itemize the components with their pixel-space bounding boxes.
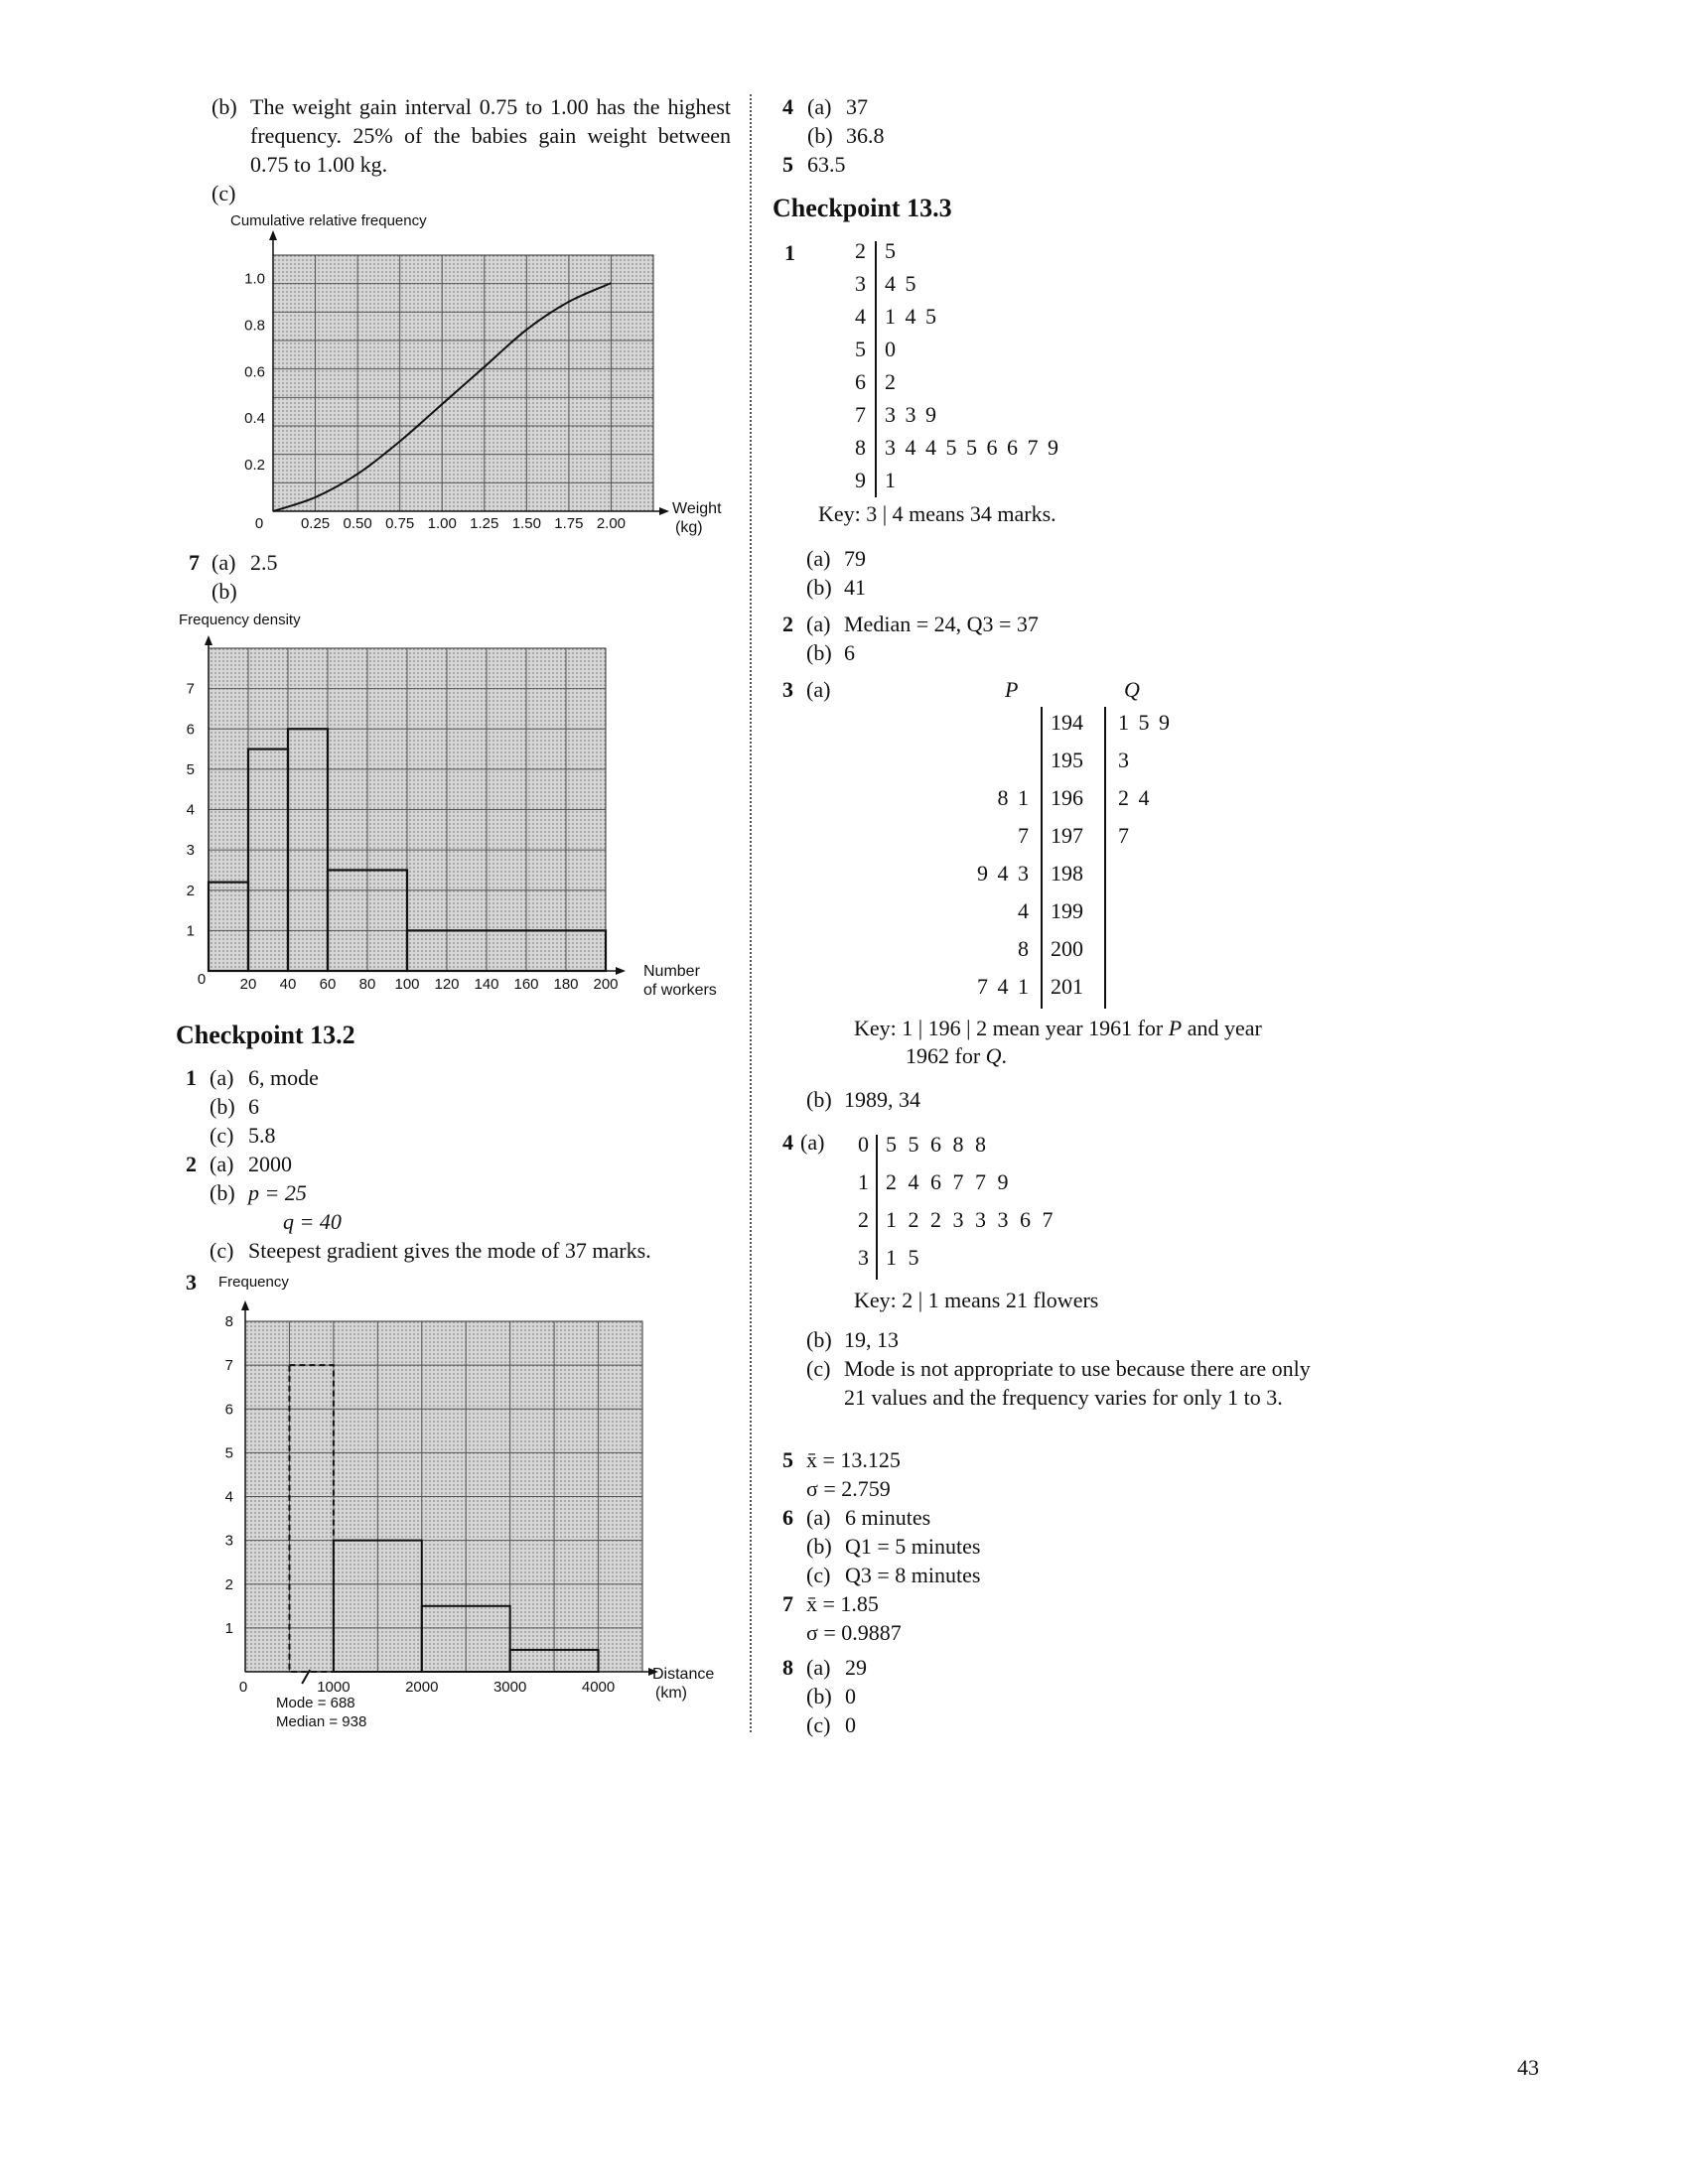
checkpoint-13-2-title: Checkpoint 13.2 [176, 1021, 355, 1049]
q7b-label: (b) [211, 579, 237, 604]
x-axis-arrow-icon [659, 507, 669, 515]
leaf-values: 4 5 [885, 271, 918, 296]
leaf-values: 3 4 4 5 5 6 6 7 9 [885, 435, 1060, 460]
stem-value: 196 [1051, 785, 1083, 810]
y-tick-label: 1 [186, 922, 195, 940]
leaf-values: 1 5 [886, 1245, 922, 1270]
checkpoint-13-3-title: Checkpoint 13.3 [773, 194, 952, 222]
cp3-q3b-label: (b) [806, 1087, 832, 1112]
q3-number: 3 [186, 1270, 197, 1295]
q-leaves: 3 [1118, 748, 1131, 772]
cp3-q3-key-line1: Key: 1 | 196 | 2 mean year 1961 for P and year [854, 1016, 1262, 1040]
p-leaves: 4 [1018, 898, 1031, 923]
cp3-q4c-text: Mode is not appropriate to use because there are only 21 values and the frequency varies for only 1 to 3. [844, 1356, 1311, 1410]
y-tick-label: 1 [224, 1619, 233, 1637]
x-tick-label: 20 [239, 976, 257, 993]
cp3-q1-number: 1 [784, 240, 795, 265]
cp3-q1a-value: 79 [844, 546, 866, 571]
p-leaves: 8 [1018, 936, 1031, 961]
stem-value: 198 [1051, 861, 1083, 886]
p-leaves: 9 4 3 [977, 861, 1031, 886]
cp3-q3b-value: 1989, 34 [844, 1087, 920, 1112]
stem-value: 4 [855, 304, 866, 329]
stem-value: 2 [858, 1207, 869, 1232]
histogram-distance-chart [174, 1269, 745, 1745]
x-tick-label: 100 [394, 976, 420, 993]
leaf-values: 1 [885, 468, 898, 492]
x-tick-label: 1000 [317, 1679, 351, 1696]
cp3-q4b-value: 19, 13 [844, 1327, 899, 1352]
column-divider [750, 94, 752, 1732]
y-tick-label: 0.4 [244, 410, 265, 428]
q-leaves: 7 [1118, 823, 1131, 848]
leaf-values: 1 4 5 [885, 304, 938, 329]
y-tick-label: 5 [224, 1444, 233, 1462]
stem-divider [876, 1135, 878, 1280]
leaf-values: 2 [885, 369, 898, 394]
stem-value: 194 [1051, 710, 1083, 735]
stem-value: 200 [1051, 936, 1083, 961]
chart-y-axis-label: Cumulative relative frequency [230, 212, 427, 229]
x-tick-label: 180 [553, 976, 579, 993]
stem-value: 9 [855, 468, 866, 492]
q7a-label: (a) [211, 550, 236, 575]
cp3-q2-number: 2 [782, 612, 793, 636]
y-tick-label: 4 [186, 801, 195, 819]
cp3-q2a-label: (a) [806, 612, 831, 636]
leaf-values: 0 [885, 337, 898, 361]
x-tick-label: 1.50 [511, 515, 541, 532]
cp3-q1b-value: 41 [844, 575, 866, 600]
plot-area [273, 255, 653, 511]
y-tick-label: 0.2 [244, 457, 265, 475]
chart-x-axis-label-line2: (kg) [675, 519, 703, 536]
chart-y-axis-label: Frequency density [179, 612, 301, 628]
x-tick-label: 120 [434, 976, 460, 993]
cp3-q3a-label: (a) [806, 677, 831, 702]
y-axis-arrow-icon [269, 230, 277, 240]
cp3-q3-number: 3 [782, 677, 793, 702]
x-tick-label: 1.75 [554, 515, 584, 532]
q6b-label: (b) [211, 94, 237, 119]
stem-value: 3 [858, 1245, 869, 1270]
y-tick-label: 8 [224, 1313, 233, 1330]
q-divider [1104, 707, 1106, 1009]
p-divider [1041, 707, 1043, 1009]
chart-x-axis-label-line1: Number [643, 963, 700, 980]
q-leaves: 2 4 [1118, 785, 1152, 810]
y-tick-label: 7 [186, 680, 195, 698]
q7-number: 7 [189, 550, 200, 575]
stem-value: 197 [1051, 823, 1083, 848]
p-leaves: 8 1 [997, 785, 1031, 810]
y-tick-label: 7 [224, 1357, 233, 1375]
leaf-values: 5 5 6 8 8 [886, 1132, 989, 1157]
median-annotation: Median = 938 [276, 1713, 367, 1730]
x-tick-label: 80 [358, 976, 376, 993]
stem-value: 6 [855, 369, 866, 394]
cp3-q1a-label: (a) [806, 546, 831, 571]
q-leaves: 1 5 9 [1118, 710, 1172, 735]
chart-y-axis-label: Frequency [218, 1274, 289, 1291]
stem-value: 3 [855, 271, 866, 296]
y-tick-label: 6 [186, 721, 195, 739]
x-tick-label: 4000 [581, 1679, 616, 1696]
leaf-values: 5 [885, 238, 898, 263]
y-axis-arrow-icon [241, 1300, 249, 1310]
q7a-value: 2.5 [250, 550, 278, 575]
y-tick-label: 2 [224, 1575, 233, 1593]
x-tick-label: 160 [513, 976, 539, 993]
stem-value: 5 [855, 337, 866, 361]
origin-label: 0 [238, 1679, 248, 1696]
cp3-q4b-label: (b) [806, 1327, 832, 1352]
x-tick-label: 40 [279, 976, 297, 993]
x-tick-label: 0.75 [385, 515, 415, 532]
y-tick-label: 6 [224, 1401, 233, 1419]
q6c-label: (c) [211, 181, 236, 205]
stem-divider [875, 241, 877, 497]
y-tick-label: 4 [224, 1488, 233, 1506]
page-number: 43 [1517, 2055, 1539, 2080]
x-tick-label: 60 [319, 976, 337, 993]
histogram-workers-chart [174, 604, 745, 1006]
x-tick-label: 140 [474, 976, 499, 993]
back-to-back-header-p: P [1005, 677, 1019, 702]
origin-label: 0 [254, 515, 264, 532]
origin-label: 0 [197, 971, 207, 988]
leaf-values: 1 2 2 3 3 3 6 7 [886, 1207, 1056, 1232]
stem-value: 8 [855, 435, 866, 460]
x-tick-label: 1.25 [470, 515, 499, 532]
leaf-values: 2 4 6 7 7 9 [886, 1169, 1012, 1194]
x-tick-label: 3000 [492, 1679, 527, 1696]
cumulative-frequency-chart [174, 199, 745, 546]
stem-value: 201 [1051, 974, 1083, 999]
chart-x-axis-label-line1: Weight [672, 500, 722, 517]
x-tick-label: 0.25 [300, 515, 331, 532]
cp3-q4-key: Key: 2 | 1 means 21 flowers [854, 1288, 1099, 1312]
stem-value: 199 [1051, 898, 1083, 923]
cp3-q4c-label: (c) [806, 1356, 831, 1381]
y-tick-label: 5 [186, 760, 195, 778]
y-tick-label: 1.0 [244, 270, 265, 288]
cp3-q4-number: 4 [782, 1130, 793, 1155]
cp3-q2b-value: 6 [844, 640, 855, 665]
q6b-text: The weight gain interval 0.75 to 1.00 has the highest frequency. 25% of the babies gain weight between 0.75 to 1.00 kg. [250, 94, 731, 177]
cp3-q3-key-line2: 1962 for Q. [906, 1043, 1008, 1068]
cp3-q4a-label: (a) [800, 1130, 825, 1155]
y-tick-label: 0.8 [244, 317, 265, 335]
p-leaves: 7 4 1 [977, 974, 1031, 999]
stem-leaf-plot-4 [849, 1132, 1147, 1281]
stem-leaf-plot-1 [824, 238, 1152, 500]
back-to-back-stem-leaf [894, 707, 1211, 1009]
stem-value: 195 [1051, 748, 1083, 772]
x-tick-label: 0.50 [343, 515, 372, 532]
chart-x-axis-label-line1: Distance [652, 1666, 715, 1683]
cp3-q1b-label: (b) [806, 575, 832, 600]
x-axis-arrow-icon [616, 967, 626, 975]
cp3-q2b-label: (b) [806, 640, 832, 665]
y-tick-label: 0.6 [244, 363, 265, 381]
chart-x-axis-label-line2: of workers [643, 982, 717, 999]
stem-value: 0 [858, 1132, 869, 1157]
stem-value: 1 [858, 1169, 869, 1194]
mode-annotation: Mode = 688 [276, 1695, 355, 1711]
x-tick-label: 1.00 [427, 515, 457, 532]
leaf-values: 3 3 9 [885, 402, 938, 427]
cp3-q2a-value: Median = 24, Q3 = 37 [844, 612, 1039, 636]
y-axis-arrow-icon [205, 635, 212, 645]
y-tick-label: 2 [186, 882, 195, 899]
back-to-back-header-q: Q [1124, 677, 1140, 702]
stem-value: 7 [855, 402, 866, 427]
x-tick-label: 200 [593, 976, 619, 993]
y-tick-label: 3 [186, 842, 195, 860]
x-tick-label: 2000 [405, 1679, 439, 1696]
x-tick-label: 2.00 [596, 515, 627, 532]
stem-value: 2 [855, 238, 866, 263]
y-tick-label: 3 [224, 1532, 233, 1550]
cp3-q1-key: Key: 3 | 4 means 34 marks. [818, 501, 1056, 526]
p-leaves: 7 [1018, 823, 1031, 848]
chart-x-axis-label-line2: (km) [655, 1685, 687, 1702]
